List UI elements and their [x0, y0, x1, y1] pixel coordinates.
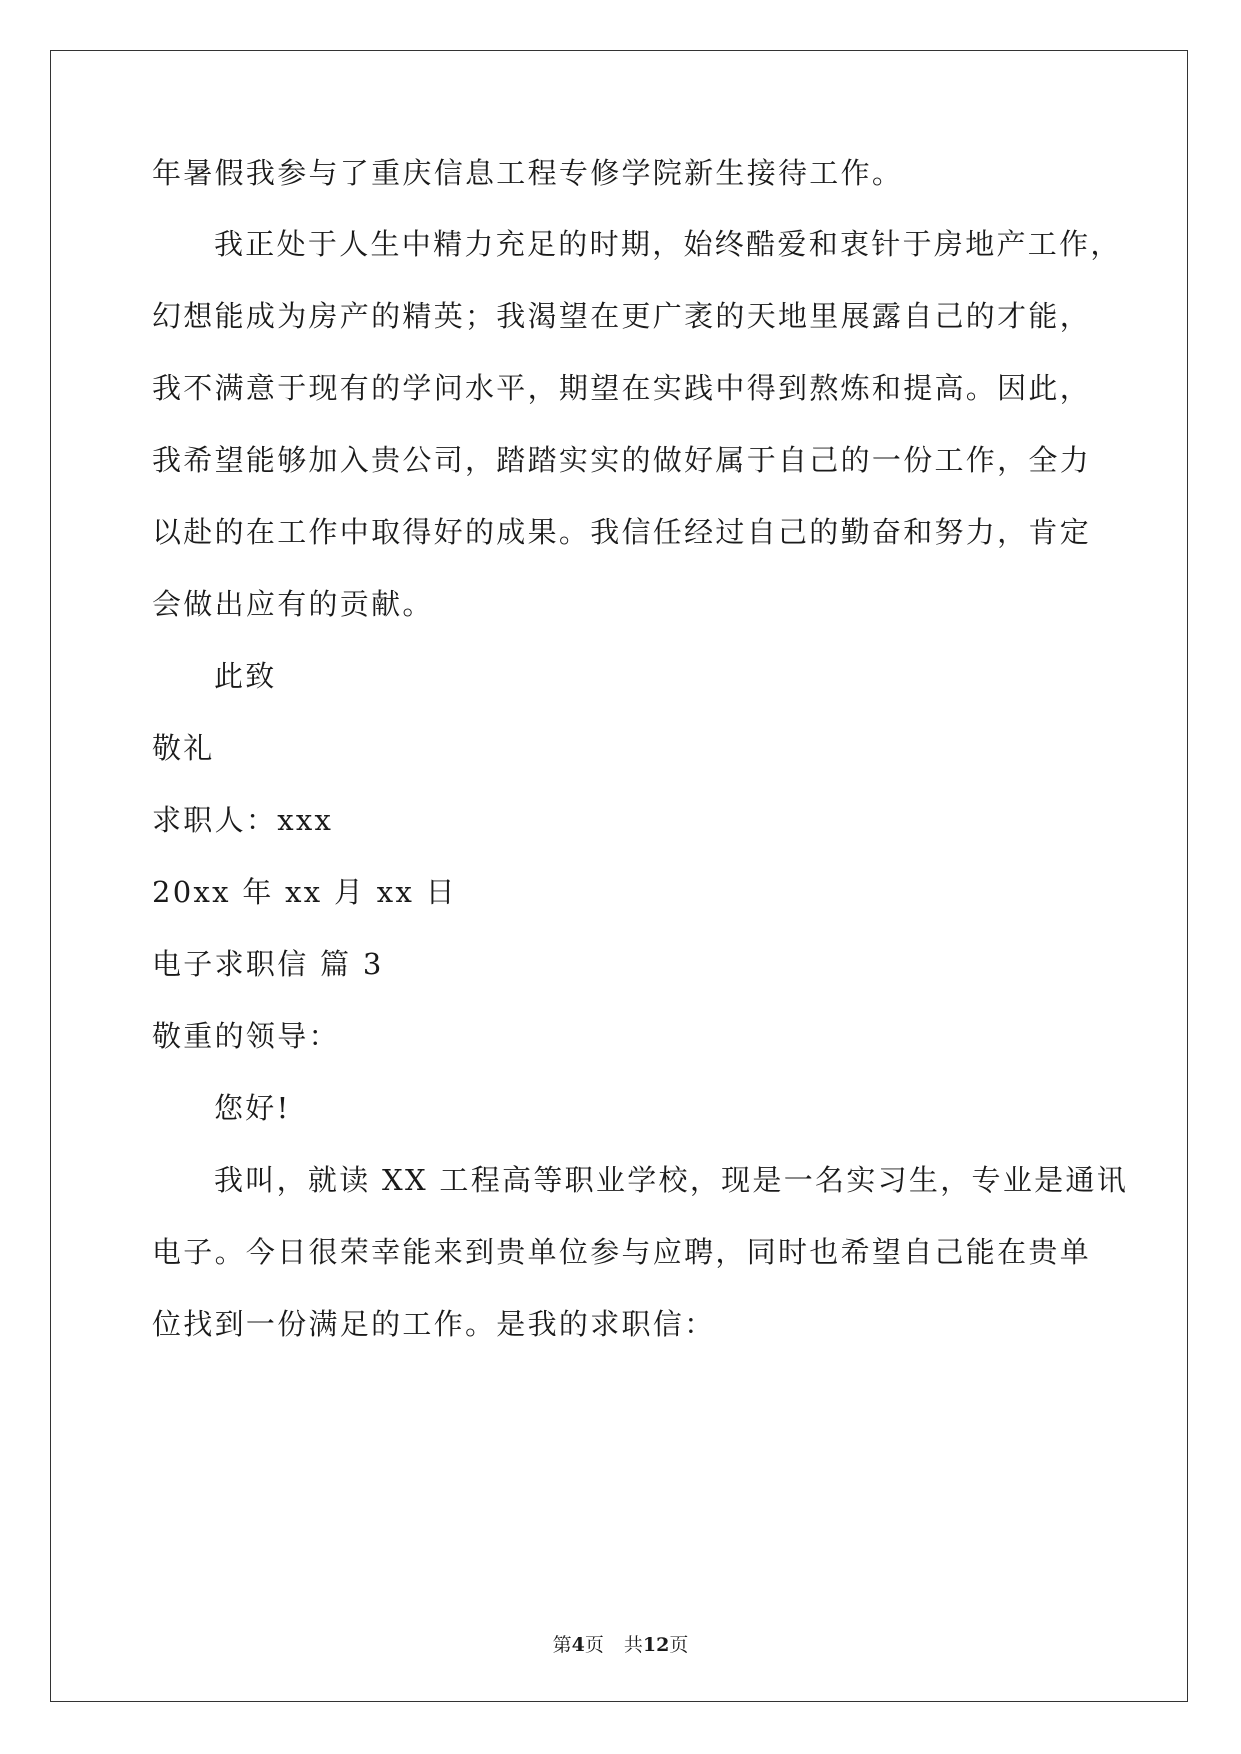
- paragraph-line: 位找到一份满足的工作。是我的求职信：: [152, 1307, 716, 1341]
- paragraph-line: 幻想能成为房产的精英；我渴望在更广袤的天地里展露自己的才能，: [152, 299, 1092, 333]
- applicant-signature: 求职人：xxx: [152, 803, 334, 837]
- current-page-number: 4: [571, 1634, 585, 1656]
- total-page-count: 12: [642, 1634, 670, 1656]
- paragraph-line: 以赴的在工作中取得好的成果。我信任经过自己的勤奋和努力，肯定: [152, 515, 1092, 549]
- paragraph-line: 我希望能够加入贵公司，踏踏实实的做好属于自己的一份工作，全力: [152, 443, 1092, 477]
- page-number-footer: [0, 1633, 1241, 1657]
- letter-addressee: 敬重的领导：: [152, 1019, 340, 1053]
- paragraph-line: 我正处于人生中精力充足的时期，始终酷爱和衷针于房地产工作，: [214, 227, 1122, 261]
- total-prefix: 共: [623, 1634, 643, 1656]
- paragraph-line: 我叫，就读 XX 工程高等职业学校，现是一名实习生，专业是通讯: [214, 1163, 1129, 1197]
- page-suffix: 页: [584, 1634, 604, 1656]
- section-heading: 电子求职信 篇 3: [152, 947, 384, 981]
- closing-regards: 敬礼: [152, 731, 215, 765]
- letter-date: 20xx 年 xx 月 xx 日: [152, 875, 457, 909]
- paragraph-line: 电子。今日很荣幸能来到贵单位参与应聘，同时也希望自己能在贵单: [152, 1235, 1092, 1269]
- closing-salutation: 此致: [214, 659, 277, 693]
- paragraph-line: 会做出应有的贡献。: [152, 587, 434, 621]
- total-suffix: 页: [669, 1634, 689, 1656]
- paragraph-line: 年暑假我参与了重庆信息工程专修学院新生接待工作。: [152, 156, 904, 190]
- page-prefix: 第: [552, 1634, 572, 1656]
- paragraph-line: 我不满意于现有的学问水平，期望在实践中得到熬炼和提高。因此，: [152, 371, 1092, 405]
- greeting: 您好!: [214, 1091, 291, 1125]
